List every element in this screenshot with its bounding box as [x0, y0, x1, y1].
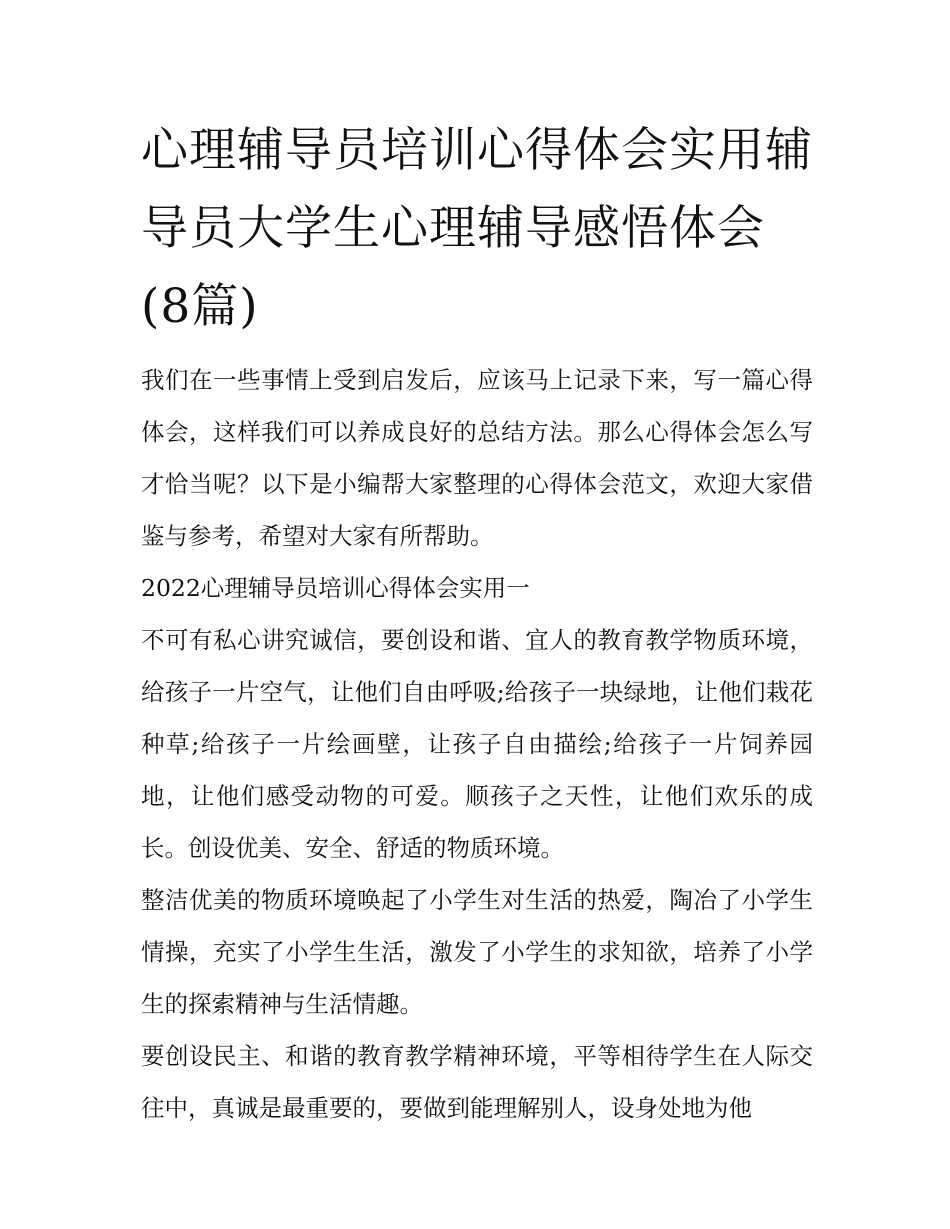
- document-title: 心理辅导员培训心得体会实用辅导员大学生心理辅导感悟体会(8篇): [141, 123, 813, 334]
- body-paragraph: 整洁优美的物质环境唤起了小学生对生活的热爱，陶冶了小学生情操，充实了小学生生活，激发了小学生的求知欲，培养了小学生的探索精神与生活情趣。: [141, 886, 813, 1018]
- body-paragraph: 不可有私心讲究诚信，要创设和谐、宜人的教育教学物质环境，给孩子一片空气，让他们自由呼吸;给孩子一块绿地，让他们栽花种草;给孩子一片绘画壁，让孩子自由描绘;给孩子一片饲养园地，让他们感受动物的可爱。顺孩子之天性，让他们欢乐的成长。创设优美、安全、舒适的物质环境。: [141, 626, 813, 862]
- intro-paragraph: 我们在一些事情上受到启发后，应该马上记录下来，写一篇心得体会，这样我们可以养成良好的总结方法。那么心得体会怎么写才恰当呢？以下是小编帮大家整理的心得体会范文，欢迎大家借鉴与参考，希望对大家有所帮助。: [141, 366, 813, 550]
- body-paragraph: 要创设民主、和谐的教育教学精神环境，平等相待学生在人际交往中，真诚是最重要的，要做到能理解别人，设身处地为他: [141, 1042, 813, 1122]
- section-heading: 2022心理辅导员培训心得体会实用一: [141, 574, 530, 602]
- document-body: [141, 112, 813, 1134]
